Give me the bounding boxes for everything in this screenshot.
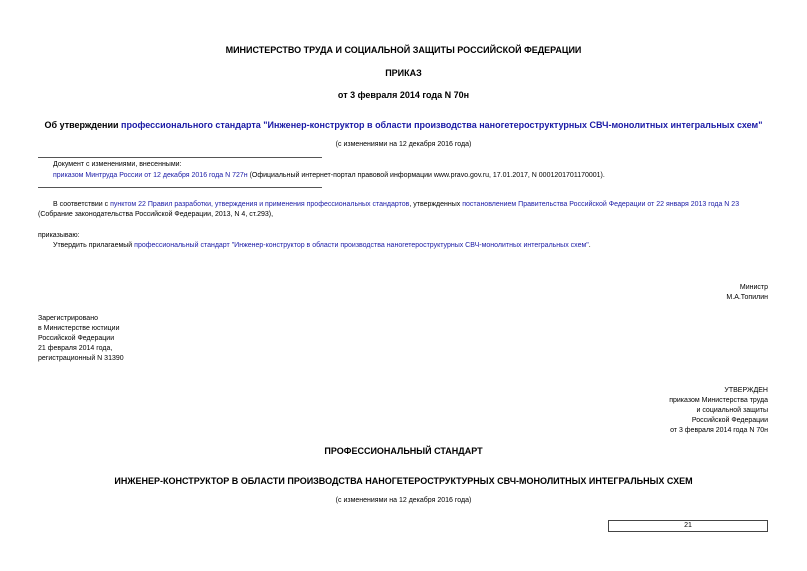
registration-line: Зарегистрировано [38, 315, 98, 322]
changes-heading: Документ с изменениями, внесенными: [53, 161, 182, 168]
changes-line [53, 171, 605, 181]
standard-heading: ПРОФЕССИОНАЛЬНЫЙ СТАНДАРТ [324, 446, 483, 456]
preamble-line-1 [53, 200, 739, 210]
approval-line: УТВЕРЖДЕН [724, 387, 768, 394]
standard-name: ИНЖЕНЕР-КОНСТРУКТОР В ОБЛАСТИ ПРОИЗВОДСТВА НАНОГЕТЕРОСТРУКТУРНЫХ СВЧ-МОНОЛИТНЫХ ИНТЕГРАЛЬНЫХ СХЕМ [114, 476, 693, 486]
registration-line: 21 февраля 2014 года, [38, 345, 113, 352]
order-title [0, 120, 807, 131]
rules-link[interactable]: пунктом 22 Правил разработки, утверждения и применения профессиональных стандартов [110, 201, 410, 208]
preamble-text-a: В соответствии с [53, 201, 111, 208]
changes-source: (Официальный интернет-портал правовой информации www.pravo.gov.ru, 17.01.2017, N 0001201701170001). [247, 172, 605, 179]
divider-top [38, 157, 322, 158]
approval-line: приказом Министерства труда [669, 397, 768, 404]
signature-position: Министр [739, 284, 768, 291]
doc-type: ПРИКАЗ [385, 68, 422, 78]
order-clause-text-b: . [588, 242, 591, 249]
order-clause-text-a: Утвердить прилагаемый [53, 242, 135, 249]
amending-order-link[interactable]: приказом Минтруда России от 12 декабря 2016 года N 727н [53, 172, 248, 179]
approval-line: Российской Федерации [691, 417, 768, 424]
approval-line: от 3 февраля 2014 года N 70н [670, 427, 768, 434]
approval-line: и социальной защиты [696, 407, 768, 414]
registration-line: регистрационный N 31390 [38, 355, 124, 362]
order-clause [53, 241, 591, 251]
amendment-note: (с изменениями на 12 декабря 2016 года) [335, 141, 472, 148]
standard-title-link[interactable]: профессионального стандарта "Инженер-конструктор в области производства наногетероструктурных СВЧ-монолитных интегральных схем" [121, 120, 763, 130]
government-decree-link[interactable]: постановлением Правительства Российской Федерации от 22 января 2013 года N 23 [462, 201, 740, 208]
divider-bottom [38, 187, 322, 188]
ministry-heading: МИНИСТЕРСТВО ТРУДА И СОЦИАЛЬНОЙ ЗАЩИТЫ РОССИЙСКОЙ ФЕДЕРАЦИИ [225, 45, 582, 55]
page-number: 21 [608, 520, 768, 532]
registration-line: Российской Федерации [38, 335, 115, 342]
standard-link[interactable]: профессиональный стандарт "Инженер-конструктор в области производства наногетероструктурных СВЧ-монолитных интегральных схем" [134, 242, 589, 249]
standard-amendment-note: (с изменениями на 12 декабря 2016 года) [335, 497, 472, 504]
title-prefix: Об утверждении [44, 120, 122, 130]
signature-name: М.А.Топилин [726, 294, 768, 301]
order-word: приказываю: [38, 232, 80, 239]
preamble-text-b: , утвержденных [409, 201, 463, 208]
preamble-line-2: (Собрание законодательства Российской Федерации, 2013, N 4, ст.293), [38, 211, 274, 218]
registration-line: в Министерстве юстиции [38, 325, 120, 332]
order-date-number: от 3 февраля 2014 года N 70н [337, 90, 470, 100]
